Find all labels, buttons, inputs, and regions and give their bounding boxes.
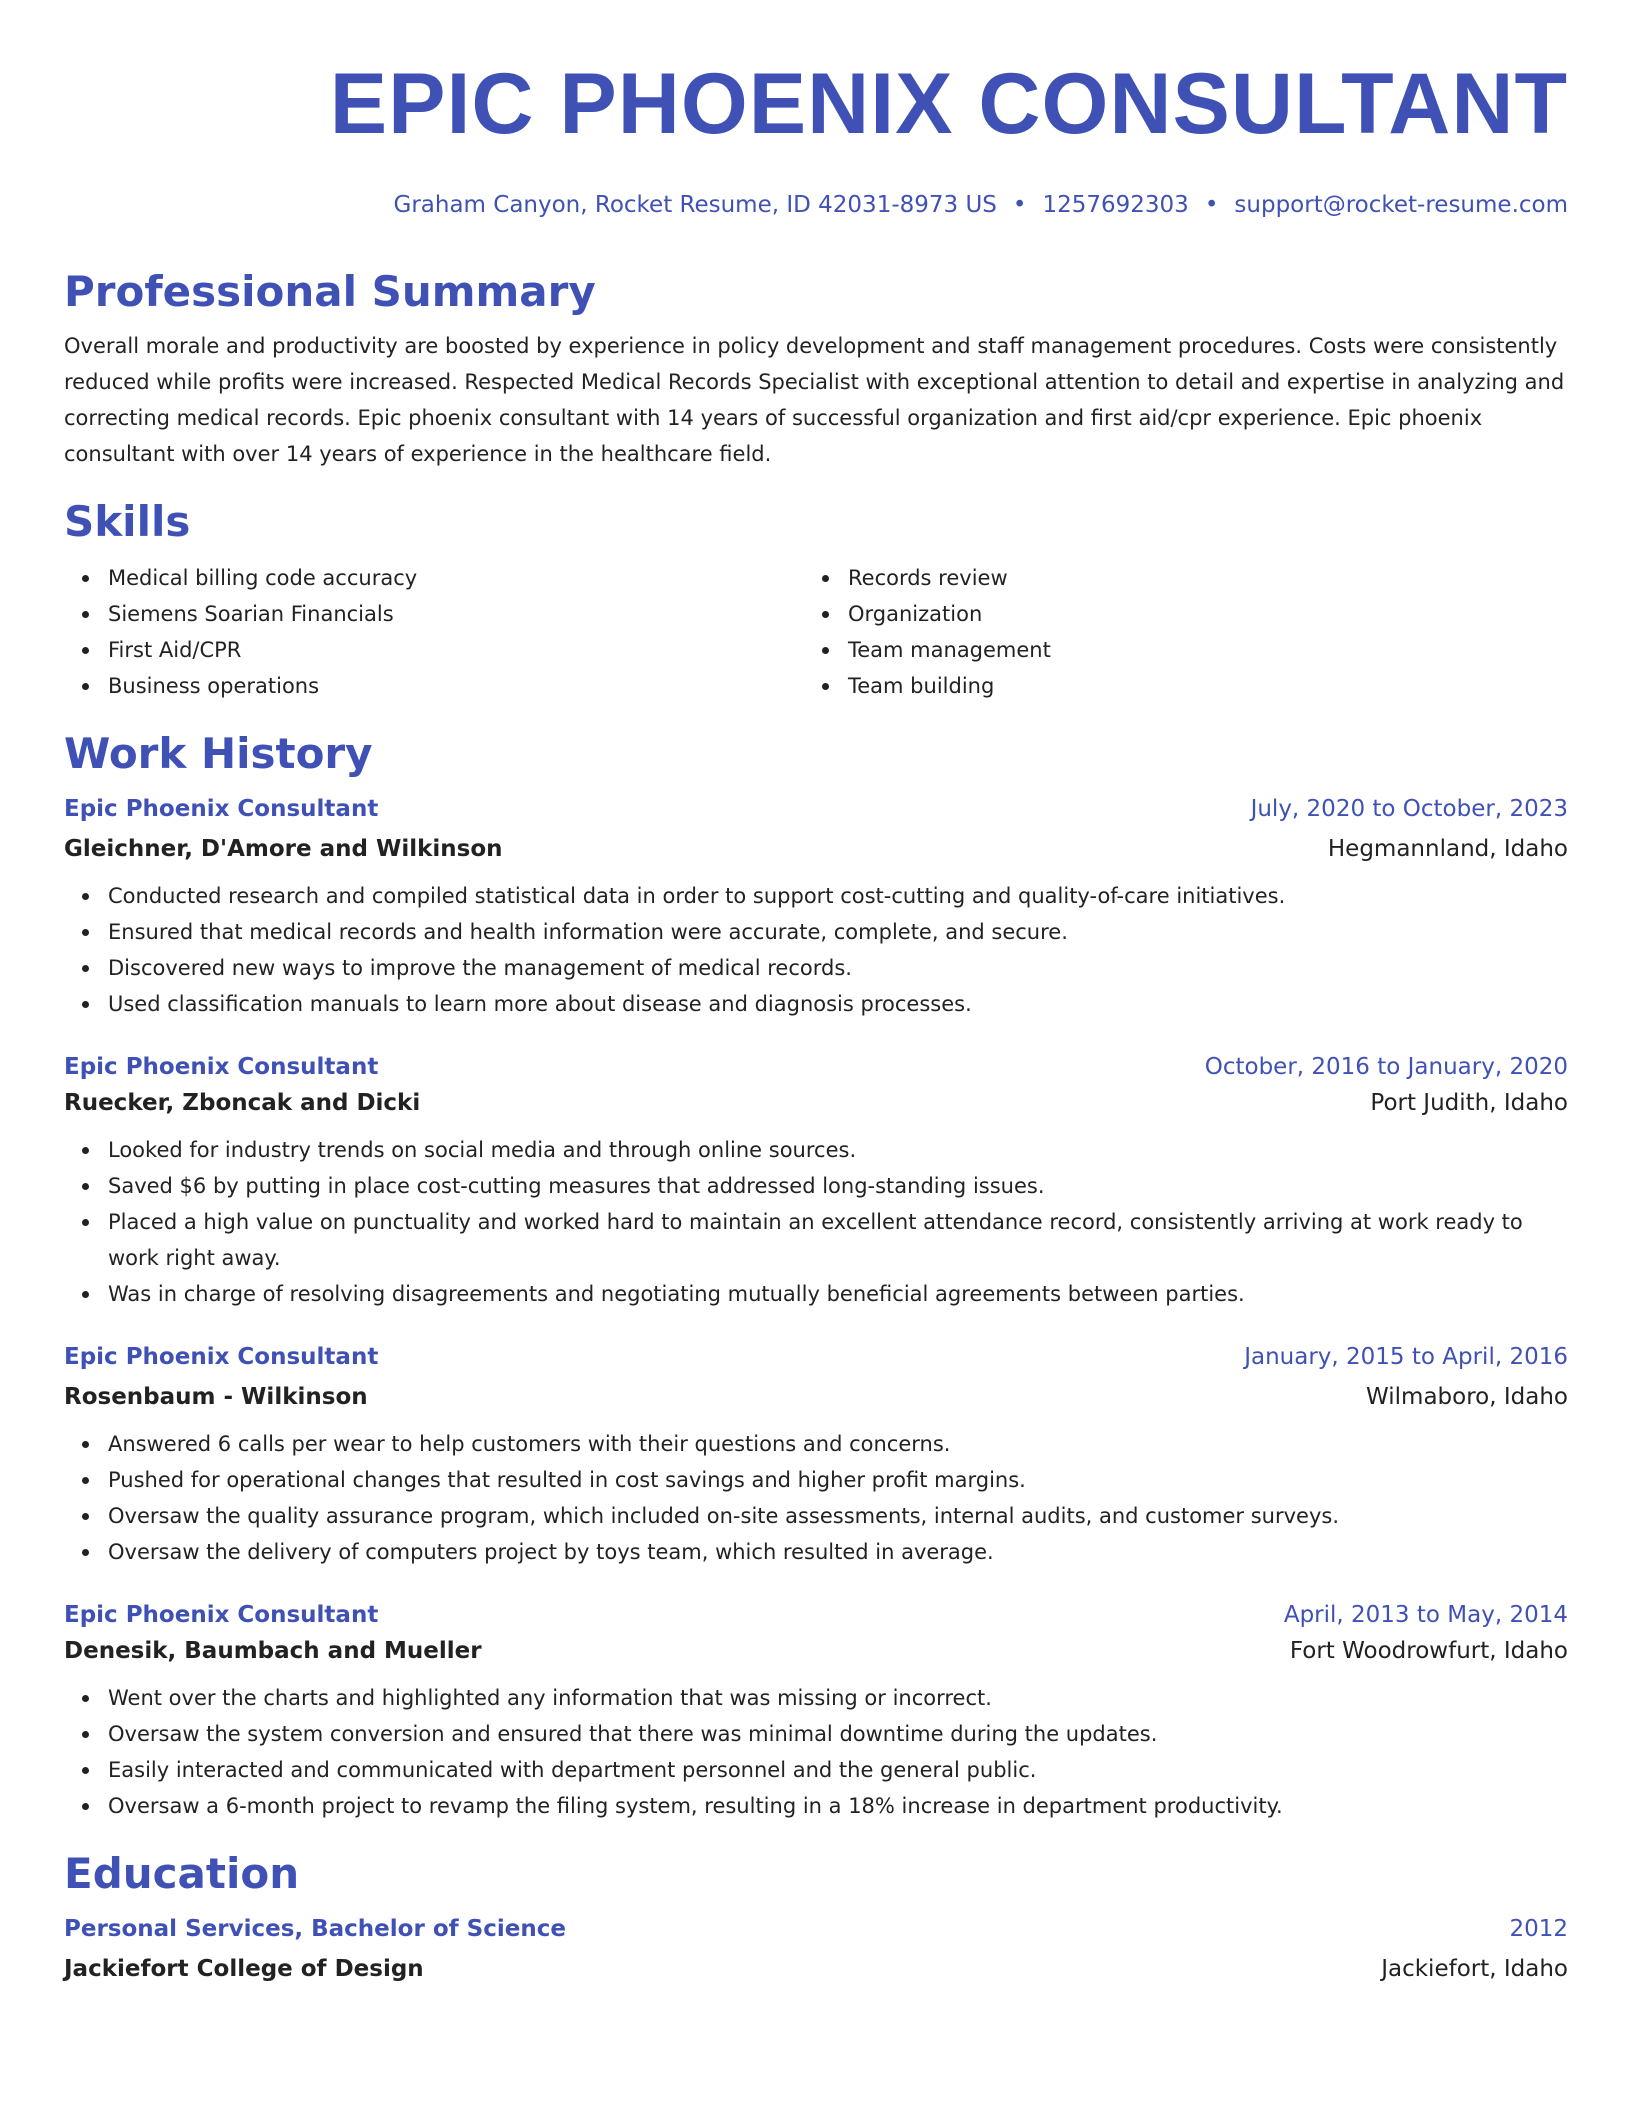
job-location: Fort Woodrowfurt, Idaho [1289,1638,1568,1664]
job-company: Ruecker, Zboncak and Dicki [64,1090,421,1116]
job-bullets [64,1426,1568,1570]
skill-item: Siemens Soarian Financials [64,596,804,632]
education-degree: Personal Services, Bachelor of Science [64,1916,566,1942]
contact-address: Graham Canyon, Rocket Resume, ID 42031-8973 US [393,192,997,218]
job-title: Epic Phoenix Consultant [64,1344,379,1370]
job-bullets [64,878,1568,1022]
education-location: Jackiefort, Idaho [1381,1956,1568,1982]
job-bullet: Ensured that medical records and health information were accurate, complete, and secure. [64,914,1568,950]
job-bullets [64,1132,1568,1312]
contact-phone: 1257692303 [1042,192,1189,218]
job-company: Rosenbaum - Wilkinson [64,1384,368,1410]
job-bullet: Used classification manuals to learn more about disease and diagnosis processes. [64,986,1568,1022]
job-bullet: Easily interacted and communicated with department personnel and the general public. [64,1752,1568,1788]
job-company: Gleichner, D'Amore and Wilkinson [64,836,503,862]
contact-separator: • [1204,192,1219,218]
job-entry [64,1600,1568,1824]
job-dates: April, 2013 to May, 2014 [1283,1602,1568,1628]
skill-item: Team management [804,632,1544,668]
job-bullets [64,1680,1568,1824]
education-school: Jackiefort College of Design [64,1956,424,1982]
job-bullet: Oversaw the delivery of computers project by toys team, which resulted in average. [64,1534,1568,1570]
job-location: Wilmaboro, Idaho [1366,1384,1568,1410]
job-bullet: Pushed for operational changes that resulted in cost savings and higher profit margins. [64,1462,1568,1498]
candidate-name: EPIC PHOENIX CONSULTANT [329,56,1568,152]
contact-line [64,190,1568,220]
job-location: Port Judith, Idaho [1370,1090,1568,1116]
skill-item: Records review [804,560,1544,596]
skills-grid [64,560,1568,704]
job-bullet: Conducted research and compiled statistical data in order to support cost-cutting and quality-of-care initiatives. [64,878,1568,914]
job-bullet: Saved $6 by putting in place cost-cutting measures that addressed long-standing issues. [64,1168,1568,1204]
contact-email: support@rocket-resume.com [1234,192,1568,218]
job-entry [64,1052,1568,1312]
skills-heading: Skills [64,497,191,546]
job-company: Denesik, Baumbach and Mueller [64,1638,482,1664]
job-bullet: Went over the charts and highlighted any information that was missing or incorrect. [64,1680,1568,1716]
education-entry [64,1914,1568,1984]
job-dates: January, 2015 to April, 2016 [1244,1344,1568,1370]
job-bullet: Looked for industry trends on social media and through online sources. [64,1132,1568,1168]
job-bullet: Was in charge of resolving disagreements and negotiating mutually beneficial agreements between parties. [64,1276,1568,1312]
education-heading: Education [64,1849,300,1898]
job-bullet: Placed a high value on punctuality and worked hard to maintain an excellent attendance record, consistently arriving at work ready to work right away. [64,1204,1568,1276]
job-entry [64,794,1568,1022]
job-bullet: Oversaw the quality assurance program, which included on-site assessments, internal audits, and customer surveys. [64,1498,1568,1534]
job-bullet: Discovered new ways to improve the management of medical records. [64,950,1568,986]
skill-item: Medical billing code accuracy [64,560,804,596]
education-year: 2012 [1509,1916,1568,1942]
skill-item: Organization [804,596,1544,632]
job-bullet: Answered 6 calls per wear to help customers with their questions and concerns. [64,1426,1568,1462]
job-entry [64,1342,1568,1570]
skills-column-left [64,560,804,704]
work-history-heading: Work History [64,729,373,778]
skill-item: Business operations [64,668,804,704]
job-title: Epic Phoenix Consultant [64,1602,379,1628]
summary-heading: Professional Summary [64,267,596,316]
job-location: Hegmannland, Idaho [1327,836,1568,862]
skill-item: First Aid/CPR [64,632,804,668]
job-title: Epic Phoenix Consultant [64,796,379,822]
job-dates: July, 2020 to October, 2023 [1250,796,1568,822]
job-bullet: Oversaw a 6-month project to revamp the filing system, resulting in a 18% increase in department productivity. [64,1788,1568,1824]
job-title: Epic Phoenix Consultant [64,1054,379,1080]
contact-separator: • [1012,192,1027,218]
job-dates: October, 2016 to January, 2020 [1204,1054,1568,1080]
skills-column-right [804,560,1544,704]
summary-text: Overall morale and productivity are boosted by experience in policy development and staff management procedures. Costs were consistently reduced while profits were increased. Respected Medical Records Specialist with exceptional attention to detail and expertise in analyzing and correcting medical records. Epic phoenix consultant with 14 years of successful organization and first aid/cpr experience. Epic phoenix consultant with over 14 years of experience in the healthcare field. [64,334,1565,466]
skill-item: Team building [804,668,1544,704]
job-bullet: Oversaw the system conversion and ensured that there was minimal downtime during the updates. [64,1716,1568,1752]
